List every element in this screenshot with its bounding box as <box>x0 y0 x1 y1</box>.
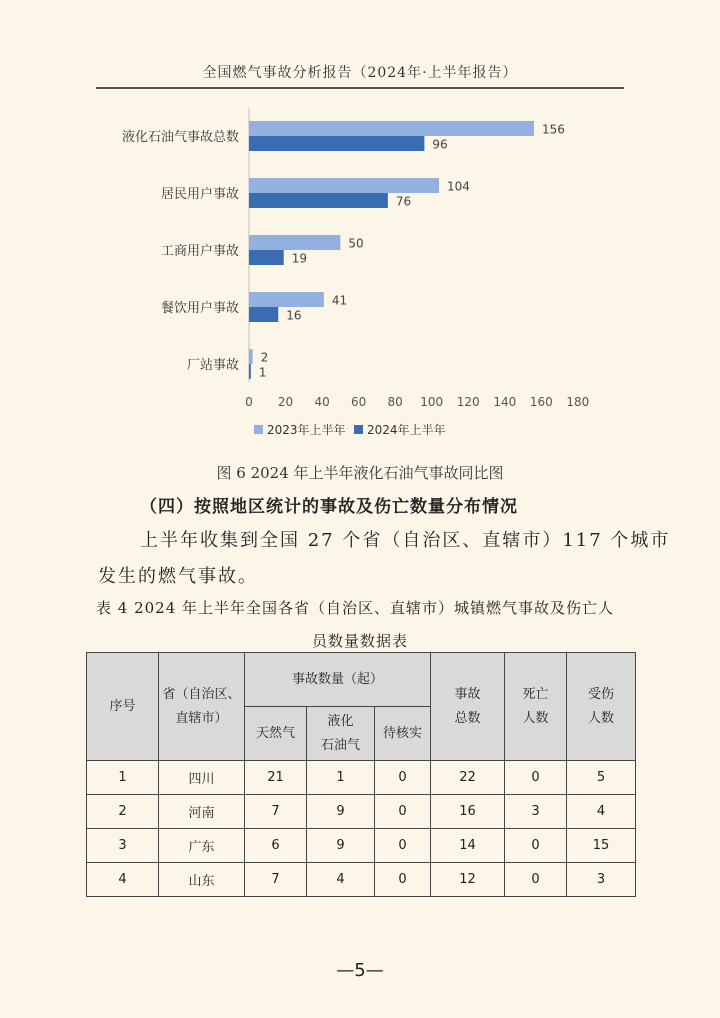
header-seq: 序号 <box>87 653 159 761</box>
cell-province: 山东 <box>159 863 245 897</box>
data-label: 1 <box>258 365 267 380</box>
data-label: 50 <box>348 236 364 251</box>
bar-series-a <box>249 121 534 136</box>
section-heading: （四）按照地区统计的事故及伤亡数量分布情况 <box>140 497 518 517</box>
x-tick-label: 140 <box>493 395 517 409</box>
header-injured-line-2: 人数 <box>587 710 614 726</box>
header-pending: 待核实 <box>375 707 431 761</box>
category-label: 厂站事故 <box>186 358 239 373</box>
x-tick-label: 40 <box>314 395 330 409</box>
bar-series-b <box>249 136 424 151</box>
page-number: —5— <box>336 960 384 981</box>
table-row <box>87 863 636 897</box>
table-caption-line-1: 表 4 2024 年上半年全国各省（自治区、直辖市）城镇燃气事故及伤亡人 <box>96 599 615 617</box>
header-deaths <box>505 653 567 761</box>
cell-lpg: 4 <box>307 863 375 897</box>
header-injured-line-1: 受伤 <box>587 686 614 702</box>
cell-gas: 21 <box>245 761 307 795</box>
header-lpg-line-2: 石油气 <box>320 737 360 753</box>
header-province-line-2: 直辖市） <box>175 710 228 726</box>
x-tick-label: 60 <box>350 395 367 409</box>
cell-deaths: 3 <box>505 795 567 829</box>
paragraph-line-1: 上半年收集到全国 27 个省（自治区、直辖市）117 个城市 <box>140 530 671 551</box>
table-row <box>87 795 636 829</box>
category-label: 液化石油气事故总数 <box>121 130 239 145</box>
data-label: 19 <box>291 251 307 266</box>
x-tick-label: 80 <box>387 395 403 409</box>
header-province-line-1: 省（自治区、 <box>162 686 241 702</box>
cell-deaths: 0 <box>505 863 567 897</box>
cell-injured: 3 <box>567 863 636 897</box>
cell-pending: 0 <box>375 795 431 829</box>
header-lpg <box>307 707 375 761</box>
header-deaths-line-1: 死亡 <box>522 686 549 702</box>
province-accident-table <box>86 652 636 897</box>
cell-seq: 2 <box>87 795 159 829</box>
data-label: 41 <box>331 293 348 308</box>
category-label: 工商用户事故 <box>160 244 239 259</box>
header-accidents: 事故数量（起） <box>245 653 431 707</box>
cell-province: 四川 <box>159 761 245 795</box>
table-caption-line-2: 员数量数据表 <box>311 632 408 650</box>
legend-swatch <box>254 425 263 434</box>
x-tick-label: 100 <box>420 395 444 409</box>
header-deaths-line-2: 人数 <box>522 710 549 726</box>
cell-injured: 4 <box>567 795 636 829</box>
cell-seq: 1 <box>87 761 159 795</box>
bar-series-a <box>249 235 340 250</box>
category-label: 餐饮用户事故 <box>160 301 239 316</box>
header-total-line-1: 事故 <box>454 686 481 702</box>
bar-series-a <box>249 349 253 364</box>
cell-total: 22 <box>431 761 505 795</box>
x-tick-label: 180 <box>566 395 590 409</box>
cell-total: 14 <box>431 829 505 863</box>
data-label: 2 <box>260 350 269 365</box>
header-total-line-2: 总数 <box>454 710 481 726</box>
data-label: 16 <box>286 308 302 323</box>
data-label: 76 <box>395 194 412 209</box>
cell-injured: 15 <box>567 829 636 863</box>
x-tick-label: 0 <box>245 395 253 409</box>
bar-series-a <box>249 292 324 307</box>
paragraph-line-2: 发生的燃气事故。 <box>98 566 258 587</box>
bar-series-b <box>249 364 251 379</box>
cell-lpg: 9 <box>307 829 375 863</box>
table-row <box>87 761 636 795</box>
cell-gas: 7 <box>245 863 307 897</box>
x-tick-label: 160 <box>529 395 553 409</box>
bar-series-b <box>249 250 284 265</box>
header-province <box>159 653 245 761</box>
header-injured <box>567 653 636 761</box>
cell-pending: 0 <box>375 829 431 863</box>
legend-label: 2023年上半年 <box>267 423 346 437</box>
cell-seq: 4 <box>87 863 159 897</box>
header-total <box>431 653 505 761</box>
cell-gas: 7 <box>245 795 307 829</box>
bar-series-a <box>249 178 439 193</box>
header-lpg-line-1: 液化 <box>327 713 354 729</box>
cell-total: 12 <box>431 863 505 897</box>
legend-label: 2024年上半年 <box>367 423 446 437</box>
cell-lpg: 9 <box>307 795 375 829</box>
cell-pending: 0 <box>375 863 431 897</box>
figure-caption: 图 6 2024 年上半年液化石油气事故同比图 <box>216 464 504 482</box>
x-tick-label: 20 <box>277 395 294 409</box>
cell-gas: 6 <box>245 829 307 863</box>
legend-swatch <box>354 425 363 434</box>
data-label: 156 <box>542 122 565 137</box>
accident-comparison-chart <box>0 100 720 460</box>
cell-total: 16 <box>431 795 505 829</box>
data-label: 104 <box>447 179 470 194</box>
x-tick-label: 120 <box>456 395 480 409</box>
cell-lpg: 1 <box>307 761 375 795</box>
category-label: 居民用户事故 <box>160 187 239 202</box>
table-row <box>87 829 636 863</box>
bar-series-b <box>249 193 388 208</box>
cell-injured: 5 <box>567 761 636 795</box>
bar-series-b <box>249 307 278 322</box>
cell-deaths: 0 <box>505 761 567 795</box>
cell-province: 广东 <box>159 829 245 863</box>
running-header: 全国燃气事故分析报告（2024年·上半年报告） <box>202 65 518 81</box>
cell-pending: 0 <box>375 761 431 795</box>
cell-province: 河南 <box>159 795 245 829</box>
cell-deaths: 0 <box>505 829 567 863</box>
cell-seq: 3 <box>87 829 159 863</box>
data-label: 96 <box>432 137 448 152</box>
header-gas: 天然气 <box>245 707 307 761</box>
header-rule <box>96 87 624 89</box>
